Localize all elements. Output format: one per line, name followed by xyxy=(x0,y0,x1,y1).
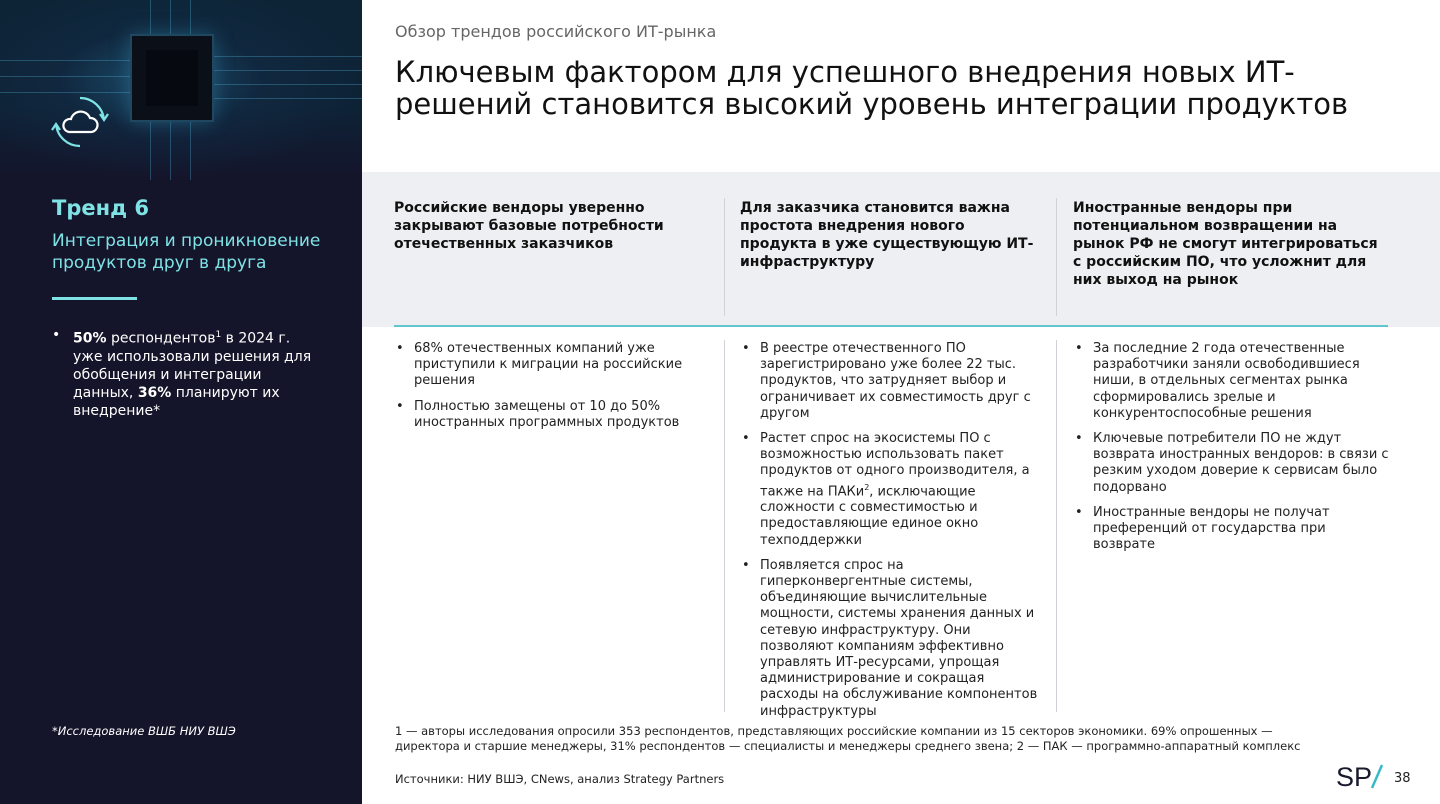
column-1-list xyxy=(394,341,704,440)
left-bullet xyxy=(52,326,322,420)
header-rule xyxy=(394,325,1388,327)
column-3-heading: Иностранные вендоры при потенциальном возвращении на рынок РФ не смогут интегрироваться с российским ПО, что усложнит для них выход на рынок xyxy=(1073,200,1378,288)
list-item-part: Растет спрос на экосистемы ПО с возможностью использовать пакет продуктов от одного производителя, а также на ПАКи xyxy=(760,431,1030,499)
trend-divider xyxy=(52,297,137,300)
chip-image xyxy=(130,34,214,122)
left-footnote: *Исследование ВШБ НИУ ВШЭ xyxy=(52,724,236,738)
column-3-list xyxy=(1073,341,1391,562)
cloud-sync-icon xyxy=(50,92,110,152)
left-bullet-part1: респондентов xyxy=(106,330,216,347)
left-bullet-text xyxy=(73,326,322,420)
circuit-photo xyxy=(0,0,362,180)
logo-slash xyxy=(1372,765,1382,788)
trend-subtitle: Интеграция и проникновение продуктов друг в друга xyxy=(52,231,321,273)
column-divider xyxy=(1056,340,1057,712)
list-item: • 68% отечественных компаний уже приступили к миграции на российские решения xyxy=(394,341,704,390)
page-title: Ключевым фактором для успешного внедрения новых ИТ-решений становится высокий уровень интеграции продуктов xyxy=(395,55,1349,121)
left-bullet-part3: планируют их внедрение* xyxy=(73,384,280,419)
trend-title: Тренд 6 xyxy=(52,196,149,220)
logo-text: SP xyxy=(1336,762,1373,790)
list-item-part: , исключающие сложности с совместимостью и предоставляющие единое окно техподдержки xyxy=(760,483,979,548)
left-panel xyxy=(0,0,362,804)
list-item xyxy=(740,431,1040,549)
column-1-heading: Российские вендоры уверенно закрывают базовые потребности отечественных заказчиков xyxy=(394,200,664,252)
column-2-heading: Для заказчика становится важна простота внедрения нового продукта в уже существующую ИТ-инфраструктуру xyxy=(740,200,1034,270)
strategy-partners-logo xyxy=(1336,762,1388,790)
page-number: 38 xyxy=(1394,771,1411,786)
footnote: 1 — авторы исследования опросили 353 респондентов, представляющих российские компании из 15 секторов экономики. 69% опрошенных — директора и старшие менеджеры, 31% респондентов — специалисты и менеджеры среднего звена; 2 — ПАК — программно-аппаратный комплекс xyxy=(395,724,1301,753)
column-divider xyxy=(724,198,725,316)
stat-50: 50% xyxy=(73,330,107,347)
list-item: • Полностью замещены от 10 до 50% иностранных программных продуктов xyxy=(394,399,704,431)
list-item: • Иностранные вендоры не получат преференций от государства при возврате xyxy=(1073,505,1391,554)
list-item: • В реестре отечественного ПО зарегистрировано уже более 22 тыс. продуктов, что затрудняет выбор и ограничивает их совместимость друг с другом xyxy=(740,341,1040,422)
footnote-ref-2: 2 xyxy=(864,482,870,492)
bullet-dot: • xyxy=(52,327,61,343)
column-divider xyxy=(1056,198,1057,316)
left-bullet-part2: в 2024 г. уже использовали решения для обобщения и интеграции данных, xyxy=(73,330,312,401)
column-2-list xyxy=(740,341,1040,729)
list-item: • За последние 2 года отечественные разработчики заняли освободившиеся ниши, в отдельных сегментах рынка сформировались зрелые и конкурентоспособные решения xyxy=(1073,341,1391,422)
section-kicker: Обзор трендов российского ИТ-рынка xyxy=(395,22,717,41)
sources: Источники: НИУ ВШЭ, CNews, анализ Strategy Partners xyxy=(395,772,725,786)
list-item: • Появляется спрос на гиперконвергентные системы, объединяющие вычислительные мощности, системы хранения данных и сетевую инфраструктуру. Они позволяют компаниям эффективно управлять ИТ-ресурсами, упрощая администрирование и сокращая расходы на обслуживание компонентов инфраструктуры xyxy=(740,558,1040,720)
footnote-ref-1: 1 xyxy=(215,330,222,340)
list-item: • Ключевые потребители ПО не ждут возврата иностранных вендоров: в связи с резким уходом доверие к сервисам было подорвано xyxy=(1073,431,1391,496)
column-divider xyxy=(724,340,725,712)
stat-36: 36% xyxy=(137,384,172,401)
